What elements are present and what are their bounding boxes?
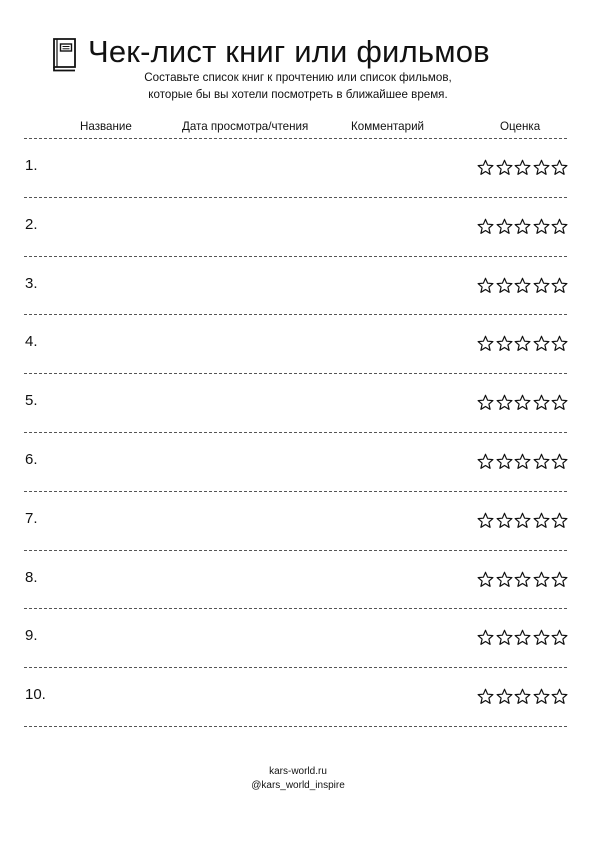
header	[0, 0, 596, 110]
rating-stars[interactable]	[477, 218, 568, 235]
star-icon[interactable]	[477, 394, 494, 411]
rating-stars[interactable]	[477, 688, 568, 705]
star-icon[interactable]	[533, 571, 550, 588]
star-icon[interactable]	[551, 512, 568, 529]
star-icon[interactable]	[477, 159, 494, 176]
list-item[interactable]	[0, 314, 596, 372]
star-icon[interactable]	[533, 394, 550, 411]
star-icon[interactable]	[496, 277, 513, 294]
row-number: 9.	[25, 627, 38, 645]
star-icon[interactable]	[514, 159, 531, 176]
star-icon[interactable]	[551, 571, 568, 588]
star-icon[interactable]	[514, 629, 531, 646]
star-icon[interactable]	[514, 335, 531, 352]
list-item[interactable]	[0, 432, 596, 490]
rating-stars[interactable]	[477, 159, 568, 176]
star-icon[interactable]	[496, 688, 513, 705]
list-item[interactable]	[0, 667, 596, 725]
footer-site: kars-world.ru	[269, 766, 327, 777]
star-icon[interactable]	[496, 571, 513, 588]
star-icon[interactable]	[533, 218, 550, 235]
rating-stars[interactable]	[477, 571, 568, 588]
star-icon[interactable]	[551, 277, 568, 294]
star-icon[interactable]	[496, 512, 513, 529]
star-icon[interactable]	[533, 453, 550, 470]
row-number: 3.	[25, 274, 38, 292]
star-icon[interactable]	[551, 218, 568, 235]
star-icon[interactable]	[551, 688, 568, 705]
row-number: 2.	[25, 215, 38, 233]
star-icon[interactable]	[477, 688, 494, 705]
star-icon[interactable]	[551, 159, 568, 176]
list-item[interactable]	[0, 491, 596, 549]
row-number: 5.	[25, 392, 38, 410]
rating-stars[interactable]	[477, 453, 568, 470]
star-icon[interactable]	[496, 629, 513, 646]
star-icon[interactable]	[514, 571, 531, 588]
rating-stars[interactable]	[477, 629, 568, 646]
star-icon[interactable]	[477, 335, 494, 352]
star-icon[interactable]	[551, 394, 568, 411]
star-icon[interactable]	[496, 159, 513, 176]
row-number: 1.	[25, 157, 38, 174]
row-number: 8.	[25, 568, 38, 586]
star-icon[interactable]	[477, 571, 494, 588]
rating-stars[interactable]	[477, 394, 568, 411]
star-icon[interactable]	[551, 453, 568, 470]
star-icon[interactable]	[477, 277, 494, 294]
row-number: 6.	[25, 451, 38, 468]
star-icon[interactable]	[551, 629, 568, 646]
star-icon[interactable]	[514, 688, 531, 705]
star-icon[interactable]	[514, 394, 531, 411]
star-icon[interactable]	[533, 629, 550, 646]
star-icon[interactable]	[514, 453, 531, 470]
page-title: Чек-лист книг или фильмов	[88, 34, 490, 69]
star-icon[interactable]	[496, 335, 513, 352]
column-header-date: Дата просмотра/чтения	[182, 120, 309, 133]
list-item[interactable]	[0, 608, 596, 666]
row-number: 7.	[25, 509, 38, 527]
star-icon[interactable]	[533, 159, 550, 176]
star-icon[interactable]	[551, 335, 568, 352]
star-icon[interactable]	[514, 512, 531, 529]
star-icon[interactable]	[496, 453, 513, 470]
rating-stars[interactable]	[477, 512, 568, 529]
list-item[interactable]	[0, 373, 596, 431]
list-item[interactable]	[0, 550, 596, 608]
list-item[interactable]	[0, 138, 596, 196]
book-icon	[50, 37, 78, 73]
row-number: 10.	[25, 686, 46, 704]
star-icon[interactable]	[514, 277, 531, 294]
subtitle-line-2: которые бы вы хотели посмотреть в ближайшее время.	[148, 88, 448, 101]
column-header-name: Название	[80, 120, 132, 133]
rating-stars[interactable]	[477, 335, 568, 352]
star-icon[interactable]	[477, 218, 494, 235]
list-item[interactable]	[0, 256, 596, 314]
row-number: 4.	[25, 333, 38, 351]
star-icon[interactable]	[533, 688, 550, 705]
star-icon[interactable]	[514, 218, 531, 235]
star-icon[interactable]	[533, 335, 550, 352]
star-icon[interactable]	[496, 218, 513, 235]
footer-handle: @kars_world_inspire	[251, 780, 345, 791]
star-icon[interactable]	[477, 453, 494, 470]
star-icon[interactable]	[496, 394, 513, 411]
list-item[interactable]	[0, 197, 596, 255]
star-icon[interactable]	[477, 629, 494, 646]
subtitle-line-1: Составьте список книг к прочтению или список фильмов,	[144, 71, 452, 84]
star-icon[interactable]	[477, 512, 494, 529]
rating-stars[interactable]	[477, 277, 568, 294]
star-icon[interactable]	[533, 277, 550, 294]
column-header-rating: Оценка	[500, 120, 541, 133]
star-icon[interactable]	[533, 512, 550, 529]
row-divider	[24, 726, 567, 727]
column-header-comment: Комментарий	[351, 120, 425, 133]
